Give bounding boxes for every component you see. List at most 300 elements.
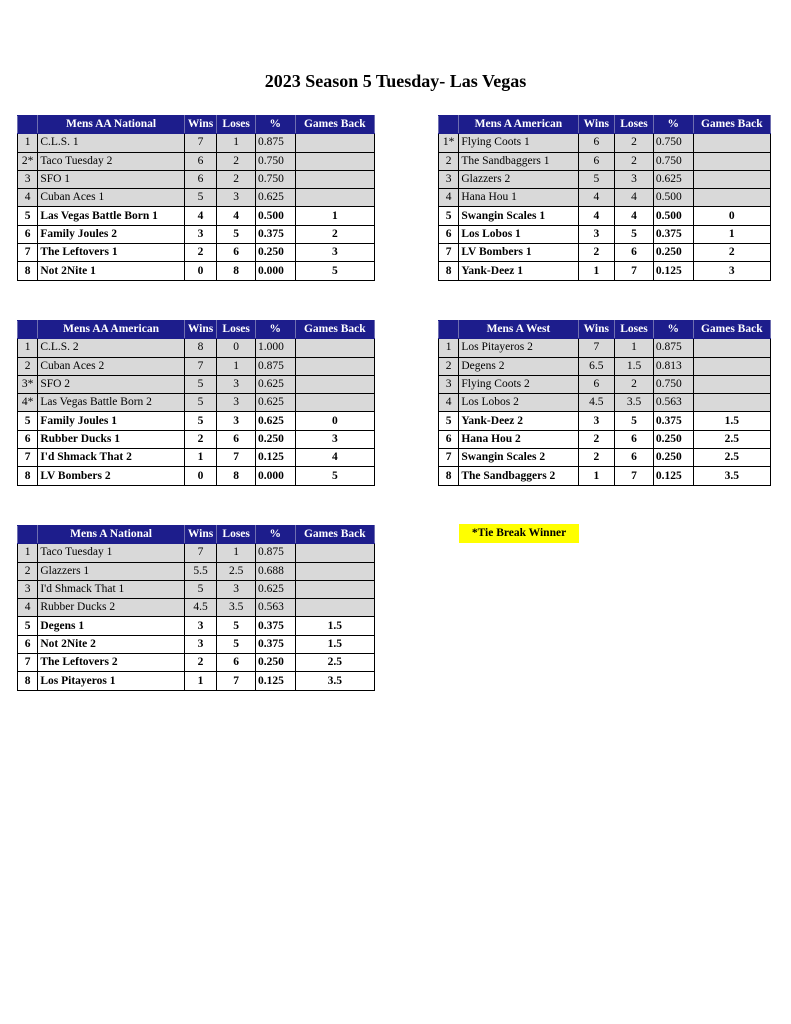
team-name-cell: Las Vegas Battle Born 1 [38, 207, 184, 225]
games-back-cell [295, 189, 374, 207]
loses-cell: 7 [217, 449, 256, 467]
games-back-cell [693, 189, 770, 207]
header-row [439, 321, 771, 339]
games-back-cell [295, 375, 374, 393]
loses-cell: 5 [615, 412, 654, 430]
rank-cell: 1 [18, 544, 38, 562]
rank-cell: 8 [439, 467, 459, 485]
loses-header: Loses [615, 116, 654, 134]
loses-header: Loses [217, 116, 256, 134]
pct-header: % [653, 321, 693, 339]
wins-cell: 6 [578, 134, 615, 152]
team-name-cell: Los Pitayeros 2 [459, 339, 578, 357]
loses-cell: 2 [615, 134, 654, 152]
team-name-cell: Not 2Nite 2 [38, 635, 184, 653]
pct-header: % [255, 321, 295, 339]
games-back-cell: 0 [295, 412, 374, 430]
division-name: Mens A American [459, 116, 578, 134]
standings-row [18, 339, 375, 357]
games-back-cell: 2 [693, 244, 770, 262]
wins-cell: 7 [184, 134, 217, 152]
wins-header: Wins [184, 116, 217, 134]
wins-cell: 2 [184, 430, 217, 448]
standings-row [18, 357, 375, 375]
rank-cell: 5 [439, 207, 459, 225]
pct-cell: 0.125 [653, 467, 693, 485]
division-table-mens-a-national [17, 525, 375, 691]
loses-cell: 6 [615, 430, 654, 448]
standings-row [18, 207, 375, 225]
loses-cell: 6 [217, 430, 256, 448]
standings-row [18, 152, 375, 170]
rank-cell: 6 [439, 225, 459, 243]
rank-cell: 6 [18, 225, 38, 243]
team-name-cell: Cuban Aces 2 [38, 357, 184, 375]
pct-cell: 0.250 [255, 244, 295, 262]
wins-cell: 3 [578, 225, 615, 243]
pct-header: % [255, 526, 295, 544]
standings-row [18, 544, 375, 562]
wins-cell: 6 [578, 152, 615, 170]
loses-cell: 3.5 [615, 394, 654, 412]
rank-cell: 8 [439, 262, 459, 280]
games-back-cell: 4 [295, 449, 374, 467]
pct-cell: 0.625 [255, 580, 295, 598]
header-row [18, 116, 375, 134]
loses-cell: 3.5 [217, 599, 256, 617]
loses-cell: 1 [217, 544, 256, 562]
team-name-cell: SFO 1 [38, 170, 184, 188]
loses-cell: 8 [217, 467, 256, 485]
games-back-header: Games Back [693, 116, 770, 134]
rank-cell: 5 [18, 207, 38, 225]
header-row [439, 116, 771, 134]
pct-cell: 0.625 [255, 394, 295, 412]
standings-row [18, 654, 375, 672]
rank-cell: 5 [18, 412, 38, 430]
games-back-cell [693, 134, 770, 152]
wins-cell: 5 [578, 170, 615, 188]
rank-cell: 7 [18, 244, 38, 262]
rank-cell: 5 [18, 617, 38, 635]
loses-cell: 1.5 [615, 357, 654, 375]
wins-cell: 2 [578, 430, 615, 448]
rank-cell: 4* [18, 394, 38, 412]
games-back-cell [295, 357, 374, 375]
wins-cell: 1 [184, 449, 217, 467]
games-back-header: Games Back [295, 526, 374, 544]
wins-cell: 3 [184, 635, 217, 653]
loses-cell: 7 [615, 467, 654, 485]
rank-cell: 3 [439, 170, 459, 188]
games-back-cell [693, 375, 770, 393]
wins-cell: 7 [184, 544, 217, 562]
pct-cell: 0.250 [653, 449, 693, 467]
rank-cell: 2 [439, 357, 459, 375]
standings-row [18, 262, 375, 280]
standings-row [439, 357, 771, 375]
standings-row [18, 617, 375, 635]
wins-cell: 8 [184, 339, 217, 357]
rank-cell: 7 [439, 244, 459, 262]
team-name-cell: Flying Coots 1 [459, 134, 578, 152]
pct-cell: 0.625 [255, 189, 295, 207]
rank-cell: 6 [18, 430, 38, 448]
standings-row [439, 244, 771, 262]
rank-cell: 6 [439, 430, 459, 448]
page-title: 2023 Season 5 Tuesday- Las Vegas [264, 71, 527, 91]
team-name-cell: Los Pitayeros 1 [38, 672, 184, 690]
rank-cell: 1* [439, 134, 459, 152]
games-back-cell [295, 339, 374, 357]
wins-cell: 7 [184, 357, 217, 375]
games-back-cell: 5 [295, 467, 374, 485]
wins-cell: 3 [184, 617, 217, 635]
team-name-cell: Las Vegas Battle Born 2 [38, 394, 184, 412]
loses-cell: 2.5 [217, 562, 256, 580]
team-name-cell: Swangin Scales 1 [459, 207, 578, 225]
pct-cell: 0.250 [653, 244, 693, 262]
wins-cell: 5.5 [184, 562, 217, 580]
tie-break-note: *Tie Break Winner [459, 524, 579, 543]
team-name-cell: Flying Coots 2 [459, 375, 578, 393]
rank-cell: 7 [439, 449, 459, 467]
wins-cell: 2 [578, 244, 615, 262]
team-name-cell: Rubber Ducks 2 [38, 599, 184, 617]
games-back-cell: 2.5 [693, 430, 770, 448]
team-name-cell: SFO 2 [38, 375, 184, 393]
loses-cell: 2 [217, 170, 256, 188]
wins-cell: 5 [184, 394, 217, 412]
team-name-cell: I'd Shmack That 1 [38, 580, 184, 598]
rank-cell: 2 [18, 357, 38, 375]
pct-cell: 0.563 [255, 599, 295, 617]
team-name-cell: I'd Shmack That 2 [38, 449, 184, 467]
loses-cell: 7 [217, 672, 256, 690]
pct-cell: 0.750 [653, 375, 693, 393]
rank-cell: 3 [18, 170, 38, 188]
standings-row [18, 412, 375, 430]
rank-cell: 1 [18, 339, 38, 357]
rank-header [18, 526, 38, 544]
wins-cell: 2 [578, 449, 615, 467]
rank-cell: 2* [18, 152, 38, 170]
games-back-cell: 5 [295, 262, 374, 280]
pct-cell: 0.625 [255, 375, 295, 393]
pct-cell: 0.375 [255, 635, 295, 653]
loses-cell: 2 [217, 152, 256, 170]
loses-cell: 3 [217, 580, 256, 598]
pct-cell: 0.000 [255, 467, 295, 485]
games-back-cell: 0 [693, 207, 770, 225]
rank-header [18, 321, 38, 339]
standings-row [18, 170, 375, 188]
rank-cell: 1 [18, 134, 38, 152]
team-name-cell: Not 2Nite 1 [38, 262, 184, 280]
team-name-cell: The Sandbaggers 2 [459, 467, 578, 485]
loses-cell: 4 [615, 207, 654, 225]
loses-cell: 6 [615, 244, 654, 262]
team-name-cell: Swangin Scales 2 [459, 449, 578, 467]
loses-cell: 4 [217, 207, 256, 225]
wins-cell: 4 [578, 189, 615, 207]
division-name: Mens AA American [38, 321, 184, 339]
pct-cell: 0.250 [653, 430, 693, 448]
pct-header: % [255, 116, 295, 134]
rank-cell: 3 [439, 375, 459, 393]
rank-cell: 5 [439, 412, 459, 430]
rank-cell: 8 [18, 672, 38, 690]
wins-cell: 5 [184, 580, 217, 598]
games-back-cell [693, 394, 770, 412]
standings-row [439, 430, 771, 448]
pct-cell: 0.750 [653, 152, 693, 170]
standings-row [439, 134, 771, 152]
standings-row [439, 152, 771, 170]
games-back-cell [295, 580, 374, 598]
team-name-cell: Hana Hou 1 [459, 189, 578, 207]
pct-cell: 1.000 [255, 339, 295, 357]
loses-cell: 3 [217, 375, 256, 393]
loses-cell: 3 [615, 170, 654, 188]
pct-cell: 0.375 [255, 225, 295, 243]
pct-cell: 0.250 [255, 654, 295, 672]
pct-cell: 0.125 [255, 672, 295, 690]
team-name-cell: Yank-Deez 1 [459, 262, 578, 280]
loses-header: Loses [217, 321, 256, 339]
games-back-cell [693, 170, 770, 188]
games-back-cell: 2.5 [693, 449, 770, 467]
wins-cell: 0 [184, 262, 217, 280]
loses-cell: 5 [615, 225, 654, 243]
wins-cell: 3 [184, 225, 217, 243]
loses-cell: 2 [615, 152, 654, 170]
standings-row [18, 394, 375, 412]
rank-cell: 2 [18, 562, 38, 580]
team-name-cell: Degens 1 [38, 617, 184, 635]
standings-row [18, 134, 375, 152]
standings-row [18, 244, 375, 262]
pct-cell: 0.500 [255, 207, 295, 225]
games-back-cell: 1 [295, 207, 374, 225]
rank-header [18, 116, 38, 134]
division-name: Mens A West [459, 321, 578, 339]
wins-cell: 3 [578, 412, 615, 430]
pct-cell: 0.875 [255, 134, 295, 152]
team-name-cell: Yank-Deez 2 [459, 412, 578, 430]
wins-cell: 6.5 [578, 357, 615, 375]
loses-cell: 6 [615, 449, 654, 467]
wins-cell: 5 [184, 375, 217, 393]
standings-row [439, 339, 771, 357]
team-name-cell: Family Joules 1 [38, 412, 184, 430]
loses-cell: 6 [217, 654, 256, 672]
games-back-cell [295, 394, 374, 412]
team-name-cell: Taco Tuesday 1 [38, 544, 184, 562]
pct-header: % [653, 116, 693, 134]
pct-cell: 0.500 [653, 189, 693, 207]
standings-row [439, 467, 771, 485]
wins-cell: 6 [578, 375, 615, 393]
games-back-cell: 2.5 [295, 654, 374, 672]
standings-row [18, 225, 375, 243]
games-back-header: Games Back [295, 116, 374, 134]
wins-header: Wins [578, 321, 615, 339]
wins-cell: 7 [578, 339, 615, 357]
standings-row [18, 599, 375, 617]
wins-cell: 1 [578, 262, 615, 280]
standings-row [18, 375, 375, 393]
rank-cell: 3* [18, 375, 38, 393]
pct-cell: 0.813 [653, 357, 693, 375]
wins-header: Wins [184, 526, 217, 544]
standings-row [18, 430, 375, 448]
rank-cell: 6 [18, 635, 38, 653]
pct-cell: 0.125 [653, 262, 693, 280]
games-back-cell [295, 599, 374, 617]
pct-cell: 0.750 [255, 170, 295, 188]
standings-row [439, 394, 771, 412]
games-back-header: Games Back [693, 321, 770, 339]
games-back-cell [295, 170, 374, 188]
standings-row [439, 207, 771, 225]
pct-cell: 0.250 [255, 430, 295, 448]
loses-cell: 3 [217, 189, 256, 207]
team-name-cell: Los Lobos 1 [459, 225, 578, 243]
rank-cell: 4 [439, 394, 459, 412]
rank-header [439, 116, 459, 134]
standings-row [439, 262, 771, 280]
header-row [18, 321, 375, 339]
games-back-cell [295, 544, 374, 562]
team-name-cell: LV Bombers 2 [38, 467, 184, 485]
standings-row [439, 170, 771, 188]
pct-cell: 0.375 [653, 412, 693, 430]
loses-cell: 6 [217, 244, 256, 262]
pct-cell: 0.875 [255, 357, 295, 375]
games-back-cell: 3.5 [693, 467, 770, 485]
loses-cell: 5 [217, 617, 256, 635]
team-name-cell: Taco Tuesday 2 [38, 152, 184, 170]
loses-cell: 5 [217, 635, 256, 653]
games-back-cell: 1.5 [295, 617, 374, 635]
loses-header: Loses [615, 321, 654, 339]
pct-cell: 0.875 [255, 544, 295, 562]
division-table-mens-aa-national [17, 115, 375, 281]
wins-cell: 4.5 [578, 394, 615, 412]
rank-cell: 2 [439, 152, 459, 170]
wins-cell: 2 [184, 244, 217, 262]
team-name-cell: LV Bombers 1 [459, 244, 578, 262]
loses-cell: 1 [217, 134, 256, 152]
standings-row [18, 562, 375, 580]
team-name-cell: The Leftovers 2 [38, 654, 184, 672]
team-name-cell: Glazzers 1 [38, 562, 184, 580]
wins-header: Wins [578, 116, 615, 134]
wins-cell: 4 [184, 207, 217, 225]
loses-cell: 1 [217, 357, 256, 375]
loses-cell: 5 [217, 225, 256, 243]
standings-row [439, 225, 771, 243]
pct-cell: 0.625 [653, 170, 693, 188]
wins-cell: 0 [184, 467, 217, 485]
loses-header: Loses [217, 526, 256, 544]
standings-row [18, 580, 375, 598]
rank-cell: 4 [18, 599, 38, 617]
standings-row [18, 467, 375, 485]
games-back-cell: 2 [295, 225, 374, 243]
team-name-cell: Los Lobos 2 [459, 394, 578, 412]
rank-cell: 8 [18, 262, 38, 280]
team-name-cell: Cuban Aces 1 [38, 189, 184, 207]
games-back-cell [295, 152, 374, 170]
pct-cell: 0.000 [255, 262, 295, 280]
team-name-cell: Glazzers 2 [459, 170, 578, 188]
wins-cell: 6 [184, 152, 217, 170]
loses-cell: 8 [217, 262, 256, 280]
division-name: Mens AA National [38, 116, 184, 134]
pct-cell: 0.125 [255, 449, 295, 467]
games-back-cell [295, 134, 374, 152]
loses-cell: 7 [615, 262, 654, 280]
standings-row [18, 449, 375, 467]
division-name: Mens A National [38, 526, 184, 544]
standings-row [18, 672, 375, 690]
pct-cell: 0.750 [255, 152, 295, 170]
wins-cell: 1 [184, 672, 217, 690]
wins-header: Wins [184, 321, 217, 339]
rank-cell: 7 [18, 449, 38, 467]
standings-row [18, 635, 375, 653]
games-back-cell: 3 [295, 244, 374, 262]
division-table-mens-a-american [438, 115, 771, 281]
standings-row [439, 189, 771, 207]
games-back-cell: 1 [693, 225, 770, 243]
loses-cell: 0 [217, 339, 256, 357]
wins-cell: 5 [184, 412, 217, 430]
games-back-cell: 1.5 [693, 412, 770, 430]
team-name-cell: C.L.S. 1 [38, 134, 184, 152]
division-table-mens-aa-american [17, 320, 375, 486]
games-back-cell [295, 562, 374, 580]
loses-cell: 1 [615, 339, 654, 357]
team-name-cell: The Leftovers 1 [38, 244, 184, 262]
pct-cell: 0.875 [653, 339, 693, 357]
standings-row [18, 189, 375, 207]
loses-cell: 2 [615, 375, 654, 393]
header-row [18, 526, 375, 544]
rank-cell: 4 [18, 189, 38, 207]
games-back-cell: 3 [693, 262, 770, 280]
pct-cell: 0.563 [653, 394, 693, 412]
rank-header [439, 321, 459, 339]
rank-cell: 1 [439, 339, 459, 357]
games-back-header: Games Back [295, 321, 374, 339]
standings-row [439, 449, 771, 467]
wins-cell: 6 [184, 170, 217, 188]
games-back-cell [693, 152, 770, 170]
games-back-cell [693, 357, 770, 375]
loses-cell: 3 [217, 394, 256, 412]
wins-cell: 5 [184, 189, 217, 207]
rank-cell: 7 [18, 654, 38, 672]
pct-cell: 0.375 [255, 617, 295, 635]
pct-cell: 0.688 [255, 562, 295, 580]
team-name-cell: Degens 2 [459, 357, 578, 375]
pct-cell: 0.625 [255, 412, 295, 430]
team-name-cell: Family Joules 2 [38, 225, 184, 243]
rank-cell: 3 [18, 580, 38, 598]
